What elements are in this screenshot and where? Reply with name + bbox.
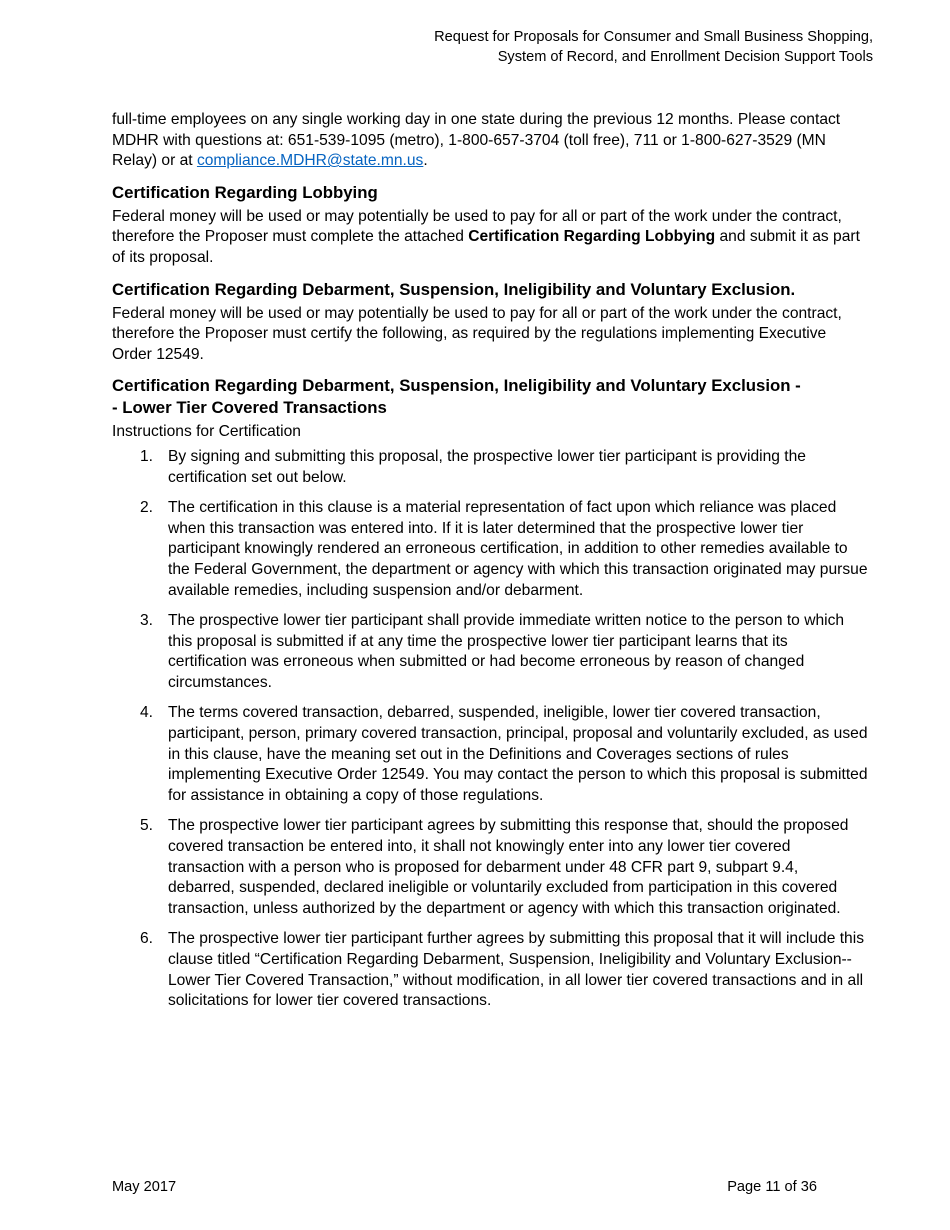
list-item-number: 3. (140, 612, 154, 630)
document-body (112, 110, 868, 1022)
list-item-text: The prospective lower tier participant agrees by submitting this response that, should the proposed covered transaction be entered into, it shall not knowingly enter into any lower tier covered transaction with a person who is proposed for debarment under 48 CFR part 9, subpart 9.4, debarred, suspended, declared ineligible or voluntarily excluded from participation in this covered transaction, unless authorized by the department or agency with which this transaction originated. (168, 817, 849, 917)
list-item-number: 4. (140, 704, 154, 722)
list-item-text: The prospective lower tier participant further agrees by submitting this proposal that it will include this clause titled “Certification Regarding Debarment, Suspension, Ineligibility and Voluntary Exclusion--Lower Tier Covered Transaction,” without modification, in all lower tier covered transactions and in all solicitations for lower tier covered transactions. (168, 930, 864, 1010)
lobbying-heading: Certification Regarding Lobbying (112, 182, 378, 202)
header-title-line-2: System of Record, and Enrollment Decision Support Tools (497, 49, 873, 65)
list-item (112, 703, 868, 806)
intro-paragraph (112, 110, 868, 172)
lobbying-text-before: Federal money will be used or may potentially be used to pay for all or part of the work under the contract, therefore the Proposer must complete the attached (112, 207, 842, 246)
footer-date: May 2017 (112, 1179, 177, 1195)
lobbying-paragraph (112, 207, 868, 269)
debarment-section (112, 279, 868, 366)
list-item (112, 498, 868, 601)
list-item-number: 5. (140, 817, 154, 835)
lobbying-text-after: and submit it as part of its proposal. (112, 228, 860, 266)
footer-page-number: Page 11 of 36 (727, 1179, 817, 1195)
instructions-label: Instructions for Certification (112, 423, 301, 441)
list-item-text: The certification in this clause is a material representation of fact upon which reliance was placed when this transaction was entered into. If it is later determined that the prospective lower tier participant knowingly rendered an erroneous certification, in addition to other remedies available to the Federal Government, the department or agency with which this transaction originated may pursue available remedies, including suspension and/or debarment. (168, 499, 868, 599)
list-item-text: By signing and submitting this proposal, the prospective lower tier participant is providing the certification set out below. (168, 447, 806, 486)
intro-text: full-time employees on any single working day in one state during the previous 12 months. Please contact MDHR with questions at: 651-539-1095 (metro), 1-800-657-3704 (toll free), 711 or 1-800-627-3529 (MN Relay) or at (112, 111, 841, 170)
list-item (112, 447, 868, 488)
intro-end: . (423, 152, 428, 170)
list-item-text: The prospective lower tier participant shall provide immediate written notice to the person to which this proposal is submitted if at any time the prospective lower tier participant learns that its certification was erroneous when submitted or had become erroneous by reason of changed circumstances. (168, 612, 845, 691)
list-item-number: 1. (140, 447, 154, 465)
list-item-number: 6. (140, 930, 154, 948)
lower-tier-heading: Certification Regarding Debarment, Suspension, Ineligibility and Voluntary Exclusion -- Lower Tier Covered Transactions (112, 376, 801, 418)
list-item (112, 611, 868, 693)
lower-tier-section (112, 375, 868, 1011)
list-item-number: 2. (140, 499, 154, 517)
list-item (112, 816, 868, 919)
debarment-paragraph: Federal money will be used or may potentially be used to pay for all or part of the work under the contract, therefore the Proposer must certify the following, as required by the regulations implementing Executive Order 12549. (112, 304, 842, 363)
email-link[interactable]: compliance.MDHR@state.mn.us (196, 152, 424, 170)
list-item-text: The terms covered transaction, debarred, suspended, ineligible, lower tier covered transaction, participant, person, primary covered transaction, principal, proposal and voluntarily excluded, as used in this clause, have the meaning set out in the Definitions and Coverages sections of rules implementing Executive Order 12549. You may contact the person to which this proposal is submitted for assistance in obtaining a copy of those regulations. (168, 704, 868, 804)
lobbying-text-bold: Certification Regarding Lobbying (468, 228, 716, 246)
page-header (434, 27, 873, 67)
debarment-heading: Certification Regarding Debarment, Suspension, Ineligibility and Voluntary Exclusion. (112, 279, 796, 299)
instructions-list (112, 447, 868, 1012)
lobbying-section (112, 182, 868, 269)
list-item (112, 929, 868, 1011)
header-title-line-1: Request for Proposals for Consumer and Small Business Shopping, (434, 29, 873, 45)
